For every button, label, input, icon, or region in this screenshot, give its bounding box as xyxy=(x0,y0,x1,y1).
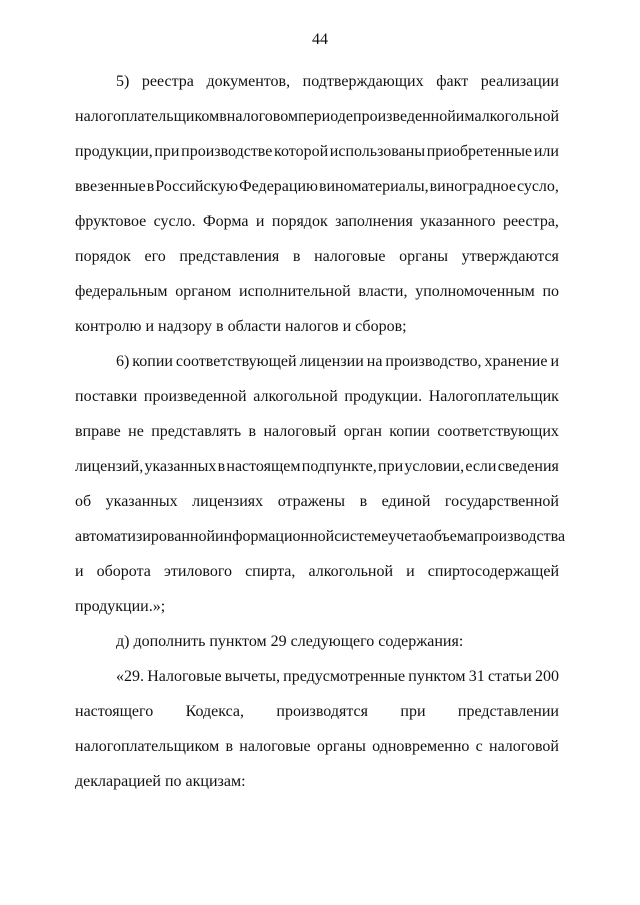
text-line: автоматизированной информационной системе учета объема производства xyxy=(75,528,566,545)
text-line: 5) реестра документов, подтверждающих факт реализации xyxy=(116,73,559,90)
paragraph-item-d xyxy=(75,624,559,659)
text-line: продукции, при производстве которой использованы приобретенные или xyxy=(75,143,559,160)
text-line: и оборота этилового спирта, алкогольной и спиртосодержащей xyxy=(75,563,559,580)
text-line: настоящего Кодекса, производятся при представлении xyxy=(75,703,559,720)
paragraph-item-5 xyxy=(75,64,559,344)
text-line: налогоплательщиком в налоговые органы одновременно с налоговой xyxy=(75,738,559,755)
text-line: вправе не представлять в налоговый орган копии соответствующих xyxy=(75,423,559,440)
text-line: д) дополнить пунктом 29 следующего содержания: xyxy=(116,633,464,650)
paragraph-item-29 xyxy=(75,659,559,799)
text-line: лицензий, указанных в настоящем подпункте, при условии, если сведения xyxy=(75,458,559,475)
text-line: поставки произведенной алкогольной продукции. Налогоплательщик xyxy=(75,388,559,405)
text-line: об указанных лицензиях отражены в единой государственной xyxy=(75,493,559,510)
document-body xyxy=(75,64,566,799)
text-line: порядок его представления в налоговые органы утверждаются xyxy=(75,248,559,265)
text-line: декларацией по акцизам: xyxy=(75,773,246,790)
text-line: налогоплательщиком в налоговом периоде произведенной им алкогольной xyxy=(75,108,559,125)
text-line: 6) копии соответствующей лицензии на производство, хранение и xyxy=(116,353,559,370)
text-line: «29. Налоговые вычеты, предусмотренные пунктом 31 статьи 200 xyxy=(116,668,559,685)
text-line: контролю и надзору в области налогов и сборов; xyxy=(75,318,407,335)
text-line: фруктовое сусло. Форма и порядок заполнения указанного реестра, xyxy=(75,213,559,230)
text-line: ввезенные в Российскую Федерацию виноматериалы, виноградное сусло, xyxy=(75,178,559,195)
text-line: продукции.»; xyxy=(75,598,166,615)
text-line: федеральным органом исполнительной власти, уполномоченным по xyxy=(75,283,559,300)
page-number: 44 xyxy=(312,31,328,48)
paragraph-item-6 xyxy=(75,344,566,624)
